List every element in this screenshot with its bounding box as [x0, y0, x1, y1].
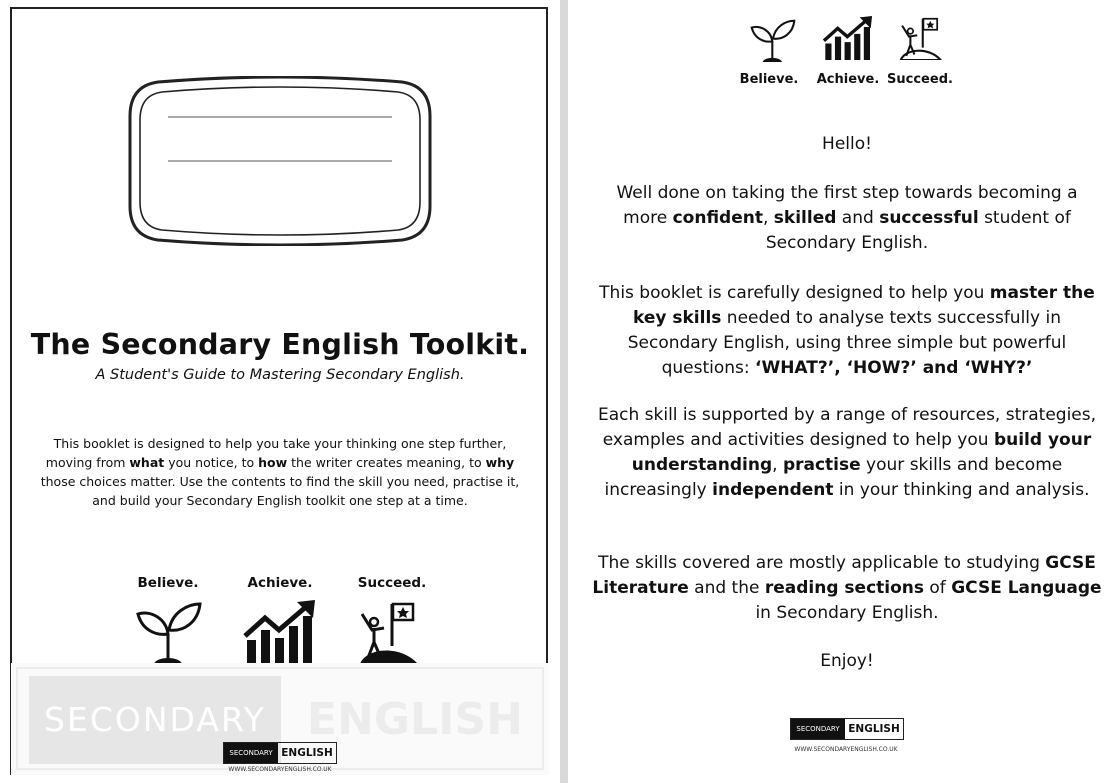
- text-run: needed to analyse texts successfully in Secondary English, using three simple but powerful questions:: [627, 308, 1067, 378]
- summit-flag-icon: [898, 16, 942, 60]
- emphasis-text: GCSE Literature: [592, 553, 1096, 598]
- intro-paragraph-1: [592, 181, 1102, 256]
- brand-url: WWW.SECONDARYENGLISH.CO.UK: [794, 746, 898, 753]
- logo-english: ENGLISH: [848, 723, 900, 735]
- sprout-icon: [136, 600, 202, 664]
- emphasis-text: build your understanding: [631, 430, 1092, 475]
- greeting: Hello!: [822, 134, 872, 154]
- emphasis-text: independent: [712, 480, 834, 500]
- text-run: in Secondary English.: [755, 603, 939, 623]
- emphasis-text: what: [129, 455, 165, 470]
- emphasis-text: reading sections: [764, 578, 924, 598]
- text-run: This booklet is carefully designed to help you: [599, 283, 990, 303]
- watermark-secondary: SECONDARY: [44, 700, 266, 739]
- text-run: and the: [688, 578, 765, 598]
- summit-flag-icon: [356, 600, 420, 664]
- text-run: and: [836, 208, 880, 228]
- motto-achieve: Achieve.: [816, 72, 880, 87]
- cover-title: The Secondary English Toolkit.: [30, 328, 530, 361]
- motto-achieve: Achieve.: [247, 575, 313, 591]
- growth-chart-icon: [822, 16, 874, 60]
- emphasis-text: successful: [879, 208, 979, 228]
- emphasis-text: ‘WHAT?’, ‘HOW?’ and ‘WHY?’: [755, 358, 1033, 378]
- motto-believe: Believe.: [739, 72, 799, 87]
- logo-english: ENGLISH: [281, 747, 333, 759]
- emphasis-text: skilled: [773, 208, 837, 228]
- brand-url: WWW.SECONDARYENGLISH.CO.UK: [228, 766, 332, 773]
- sprout-icon: [750, 18, 796, 62]
- emphasis-text: why: [485, 455, 515, 470]
- intro-paragraph-3: [592, 403, 1102, 503]
- text-run: of: [924, 578, 952, 598]
- text-run: This booklet is designed to help you take your thinking one step further, moving from: [45, 436, 507, 470]
- text-run: your skills and become increasingly: [604, 455, 1063, 500]
- intro-paragraph-2: [592, 281, 1102, 381]
- brand-logo: [223, 742, 337, 764]
- growth-chart-icon: [243, 600, 317, 664]
- name-label-plate: [128, 76, 432, 246]
- text-run: those choices matter. Use the contents to find the skill you need, practise it, and build your Secondary English toolkit one step at a time.: [40, 474, 520, 508]
- motto-believe: Believe.: [137, 575, 199, 591]
- text-run: student of Secondary English.: [765, 208, 1071, 253]
- motto-succeed: Succeed.: [357, 575, 427, 591]
- motto-succeed: Succeed.: [887, 72, 953, 87]
- emphasis-text: how: [258, 455, 288, 470]
- text-run: The skills covered are mostly applicable to studying: [598, 553, 1046, 573]
- text-run: the writer creates meaning, to: [287, 455, 486, 470]
- sign-off: Enjoy!: [820, 651, 874, 671]
- watermark-english: ENGLISH: [307, 694, 523, 745]
- emphasis-text: practise: [782, 455, 861, 475]
- text-run: you notice, to: [164, 455, 259, 470]
- logo-secondary: SECONDARY: [224, 743, 278, 763]
- logo-secondary: SECONDARY: [791, 719, 845, 739]
- brand-logo: [790, 718, 904, 740]
- text-run: ,: [762, 208, 774, 228]
- emphasis-text: master the key skills: [632, 283, 1095, 328]
- text-run: in your thinking and analysis.: [833, 480, 1090, 500]
- text-run: ,: [772, 455, 783, 475]
- cover-subtitle: A Student's Guide to Mastering Secondary English.: [95, 367, 465, 383]
- text-run: Each skill is supported by a range of resources, strategies, examples and activities designed to help you: [597, 405, 1097, 450]
- emphasis-text: confident: [672, 208, 763, 228]
- emphasis-text: GCSE Language: [951, 578, 1102, 598]
- text-run: Well done on taking the first step towards becoming a more: [616, 183, 1078, 228]
- cover-intro: [40, 434, 520, 510]
- intro-paragraph-4: [592, 551, 1102, 626]
